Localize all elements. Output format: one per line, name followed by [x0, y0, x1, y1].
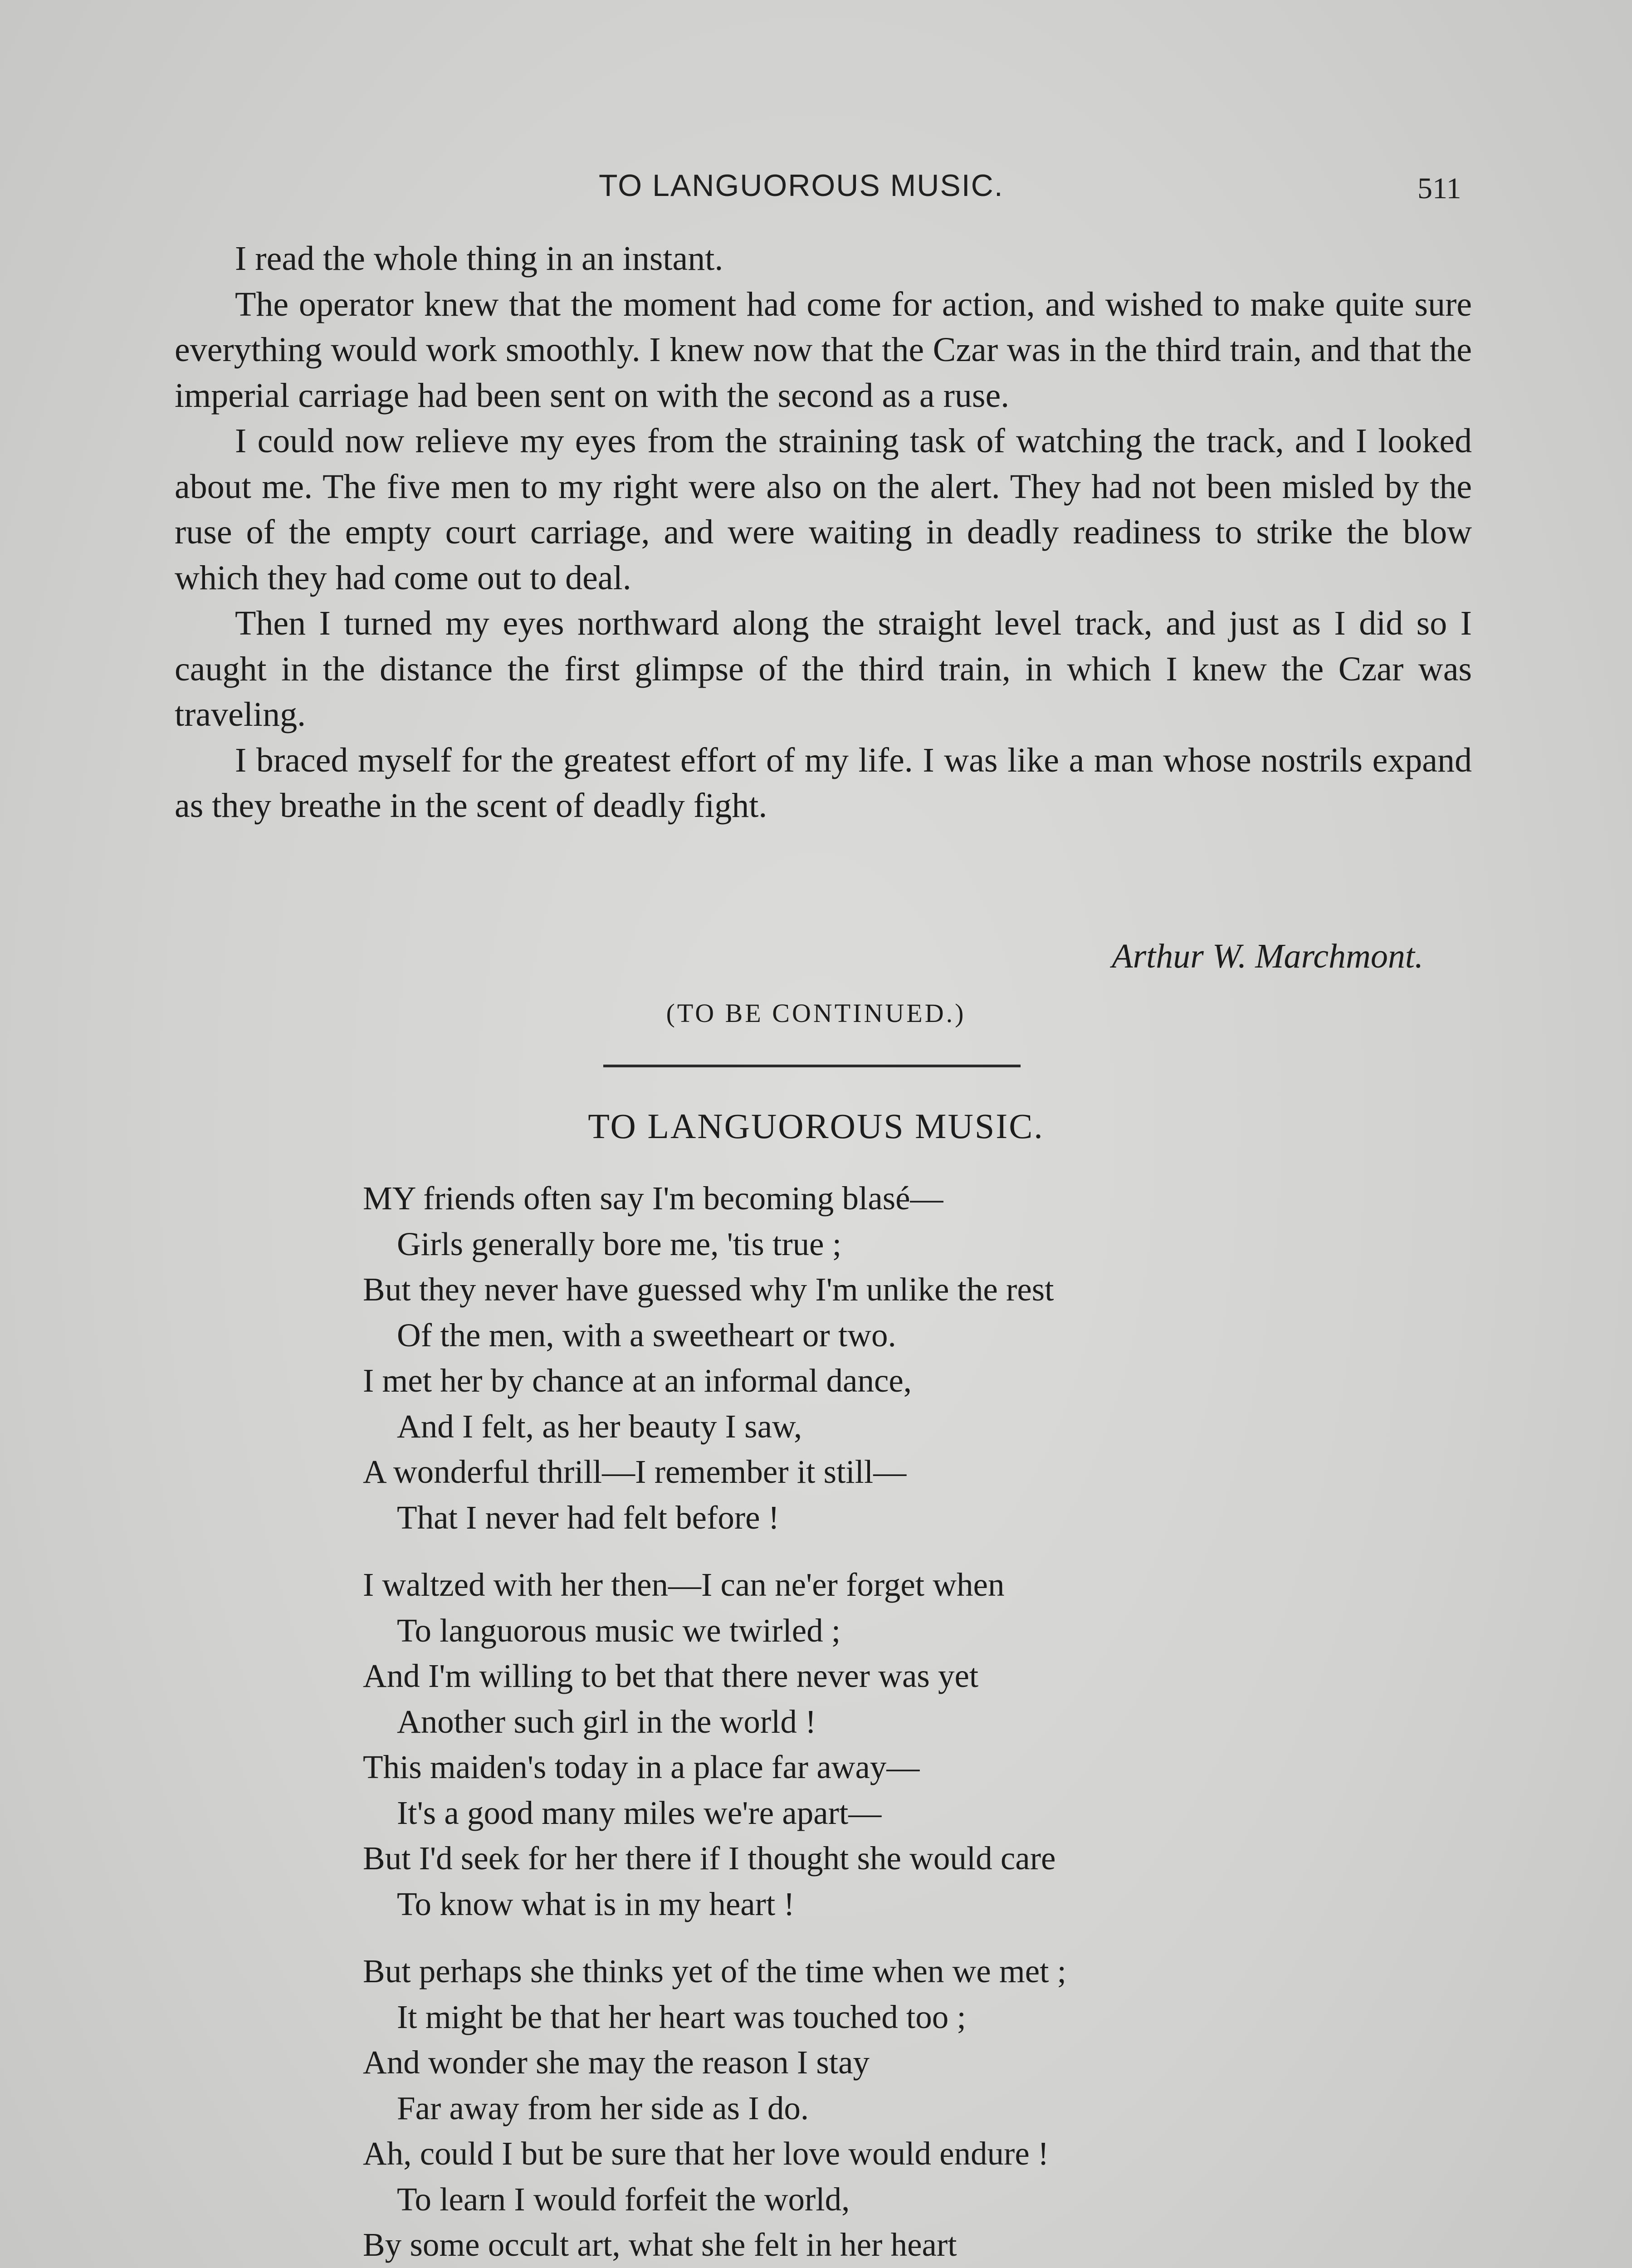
running-title: TO LANGUOROUS MUSIC. — [599, 168, 1004, 203]
poem-line: Girls generally bore me, 'tis true ; — [397, 1225, 842, 1262]
poem-stanza — [363, 1562, 1361, 1927]
poem-line: I met her by chance at an informal dance, — [363, 1362, 912, 1399]
poem-line: Another such girl in the world ! — [397, 1703, 816, 1740]
poem-line: And I'm willing to bet that there never was yet — [363, 1657, 979, 1694]
story-paragraph: The operator knew that the moment had come for action, and wished to make quite sure everything would work smoothly. I knew now that the Czar was in the third train, and that the imperial carriage had been sent on with the second as a ruse. — [175, 285, 1472, 415]
poem-line: But they never have guessed why I'm unlike the rest — [363, 1271, 1054, 1308]
story-paragraph: I read the whole thing in an instant. — [235, 240, 723, 278]
poem-line: And wonder she may the reason I stay — [363, 2044, 870, 2081]
to-be-continued-note: (TO BE CONTINUED.) — [666, 998, 966, 1028]
poem-line: But I'd seek for her there if I thought she would care — [363, 1840, 1056, 1877]
poem-stanza — [363, 1949, 1361, 2268]
poem-line: To learn I would forfeit the world, — [397, 2180, 850, 2218]
story-text — [175, 236, 1472, 829]
story-paragraph: I braced myself for the greatest effort of my life. I was like a man whose nostrils expand as they breathe in the scent of deadly fight. — [175, 741, 1472, 825]
poem-line: A wonderful thrill—I remember it still— — [363, 1453, 907, 1490]
poem-line: Far away from her side as I do. — [397, 2089, 809, 2126]
story-paragraph: Then I turned my eyes northward along the straight level track, and just as I did so I caught in the distance the first glimpse of the third train, in which I knew the Czar was traveling. — [175, 604, 1472, 733]
poem-line: To languorous music we twirled ; — [397, 1612, 841, 1649]
poem-line: Of the men, with a sweetheart or two. — [397, 1316, 896, 1354]
poem-line: To know what is in my heart ! — [397, 1885, 795, 1922]
poem-line: This maiden's today in a place far away— — [363, 1749, 920, 1785]
poem-line: And I felt, as her beauty I saw, — [397, 1408, 802, 1445]
poem-line: By some occult art, what she felt in her heart — [363, 2226, 957, 2263]
poem-line: It's a good many miles we're apart— — [397, 1794, 882, 1831]
poem-line: It might be that her heart was touched too ; — [397, 1998, 966, 2035]
poem-title: TO LANGUOROUS MUSIC. — [588, 1106, 1044, 1146]
poem-stanza — [363, 1176, 1361, 1540]
page-number: 511 — [1417, 172, 1461, 205]
poem-line: Ah, could I but be sure that her love would endure ! — [363, 2135, 1049, 2172]
poem-line: MY friends often say I'm becoming blasé— — [363, 1180, 943, 1217]
poem-line: I waltzed with her then—I can ne'er forget when — [363, 1566, 1005, 1603]
story-author: Arthur W. Marchmont. — [1112, 937, 1423, 975]
poem-line: That I never had felt before ! — [397, 1499, 780, 1536]
poem-body — [363, 1176, 1361, 2268]
story-paragraph: I could now relieve my eyes from the straining task of watching the track, and I looked about me. The five men to my right were also on the alert. They had not been misled by the ruse of the empty court carriage, and were waiting in deadly readiness to strike the blow which they had come out to deal. — [175, 422, 1472, 597]
running-head — [0, 168, 1632, 222]
section-divider — [603, 1065, 1021, 1067]
poem-line: But perhaps she thinks yet of the time when we met ; — [363, 1953, 1066, 1989]
